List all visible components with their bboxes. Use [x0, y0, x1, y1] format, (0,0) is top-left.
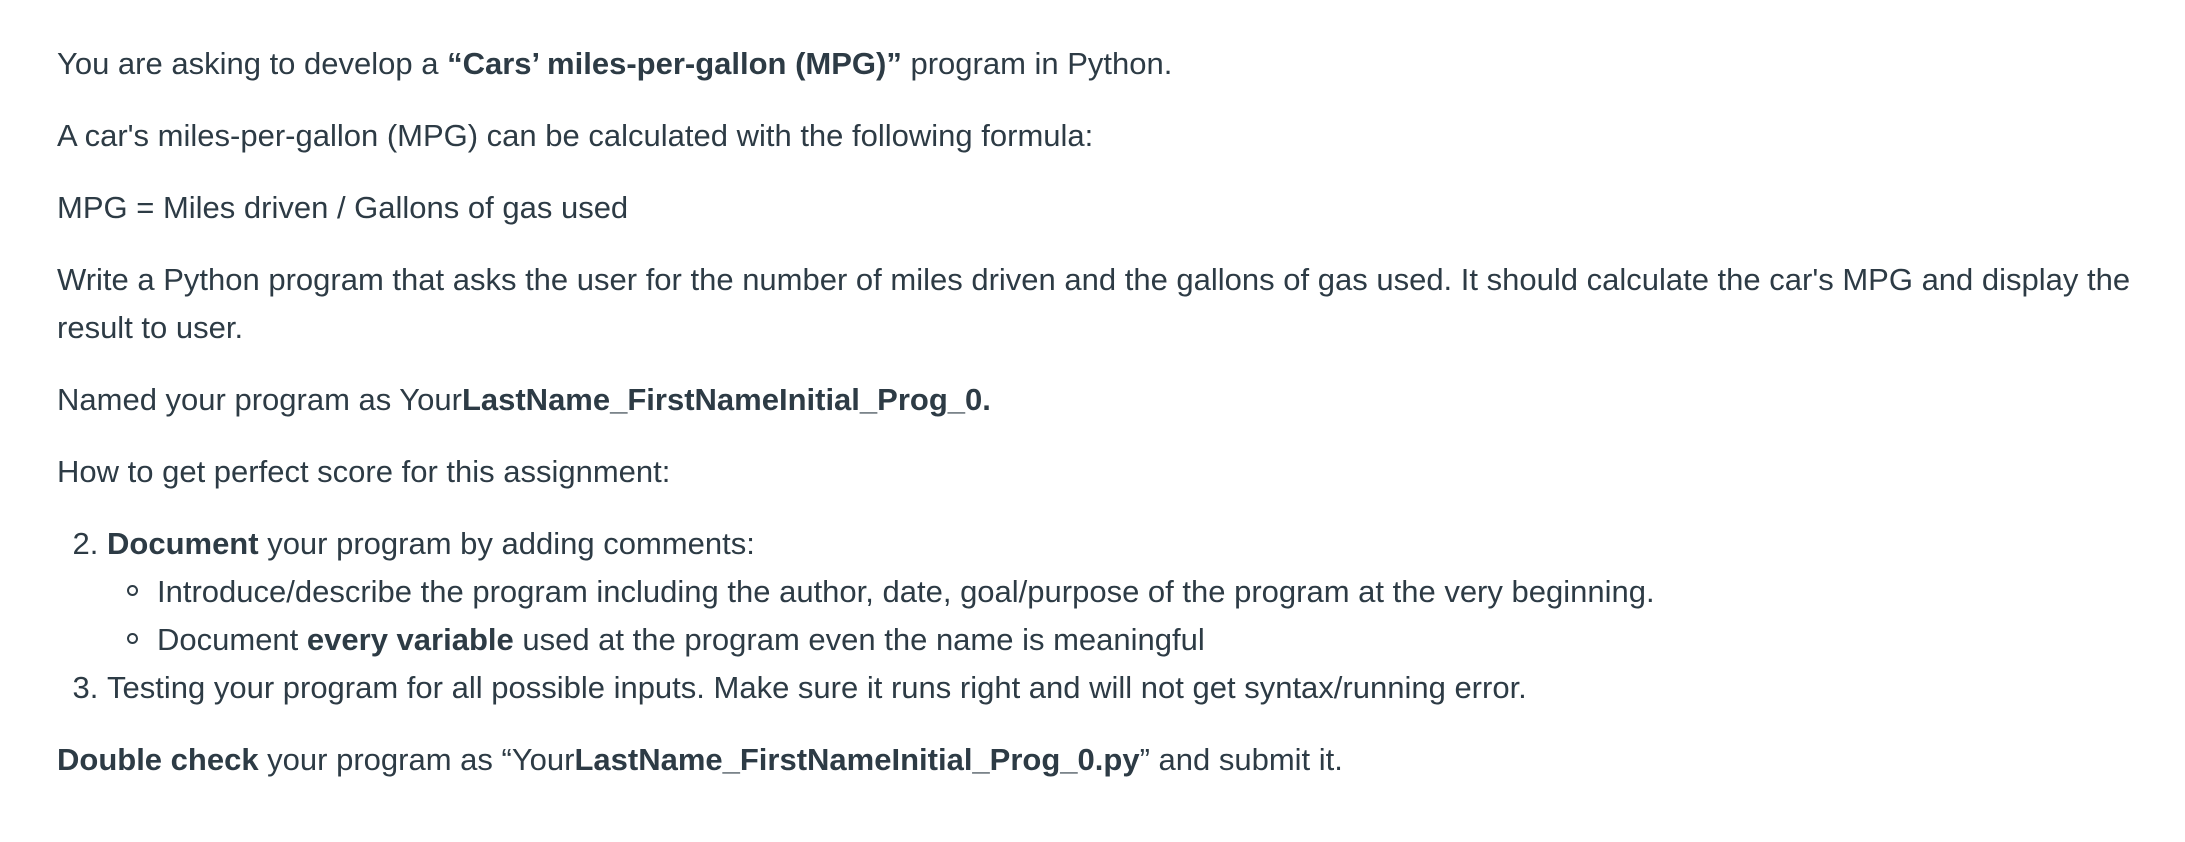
variables-keyword: every variable — [306, 622, 514, 657]
requirements-list — [57, 520, 2128, 712]
document-sublist — [107, 568, 2128, 664]
list-item-testing — [107, 664, 2128, 712]
intro-text-post: program in Python. — [901, 46, 1173, 81]
naming-instruction — [57, 376, 2128, 424]
formula: MPG = Miles driven / Gallons of gas used — [57, 190, 629, 225]
document-keyword: Document — [107, 526, 259, 561]
final-instruction — [57, 736, 2128, 784]
testing-text: Testing your program for all possible inputs. Make sure it runs right and will not get syntax/running error. — [107, 670, 1527, 705]
score-heading: How to get perfect score for this assignment: — [57, 454, 671, 489]
naming-text-pre: Named your program as Your — [57, 382, 462, 417]
list-item-document — [107, 520, 2128, 664]
final-extension: .py — [1094, 742, 1140, 777]
final-filename: LastName_FirstNameInitial_Prog_0 — [574, 742, 1095, 777]
naming-filename: LastName_FirstNameInitial_Prog_0. — [461, 382, 991, 417]
sublist-item-introduce — [157, 568, 2128, 616]
document-text: your program by adding comments: — [258, 526, 755, 561]
formula-intro: A car's miles-per-gallon (MPG) can be calculated with the following formula: — [57, 118, 1094, 153]
intro-text-pre: You are asking to develop a — [57, 46, 448, 81]
double-check-keyword: Double check — [57, 742, 259, 777]
variables-text-pre: Document — [157, 622, 307, 657]
variables-text-post: used at the program even the name is meaningful — [513, 622, 1205, 657]
introduce-text: Introduce/describe the program including the author, date, goal/purpose of the program at the very beginning. — [157, 574, 1655, 609]
intro-paragraph — [57, 40, 2128, 88]
hollow-circle-bullet-icon — [127, 585, 138, 596]
task-description: Write a Python program that asks the user for the number of miles driven and the gallons of gas used. It should calculate the car's MPG and display the result to user. — [57, 262, 2131, 345]
final-text-pre: your program as “Your — [258, 742, 575, 777]
hollow-circle-bullet-icon — [127, 633, 138, 644]
sublist-item-variables — [157, 616, 2128, 664]
program-title: “Cars’ miles-per-gallon (MPG)” — [447, 46, 902, 81]
final-text-post: ” and submit it. — [1139, 742, 1343, 777]
